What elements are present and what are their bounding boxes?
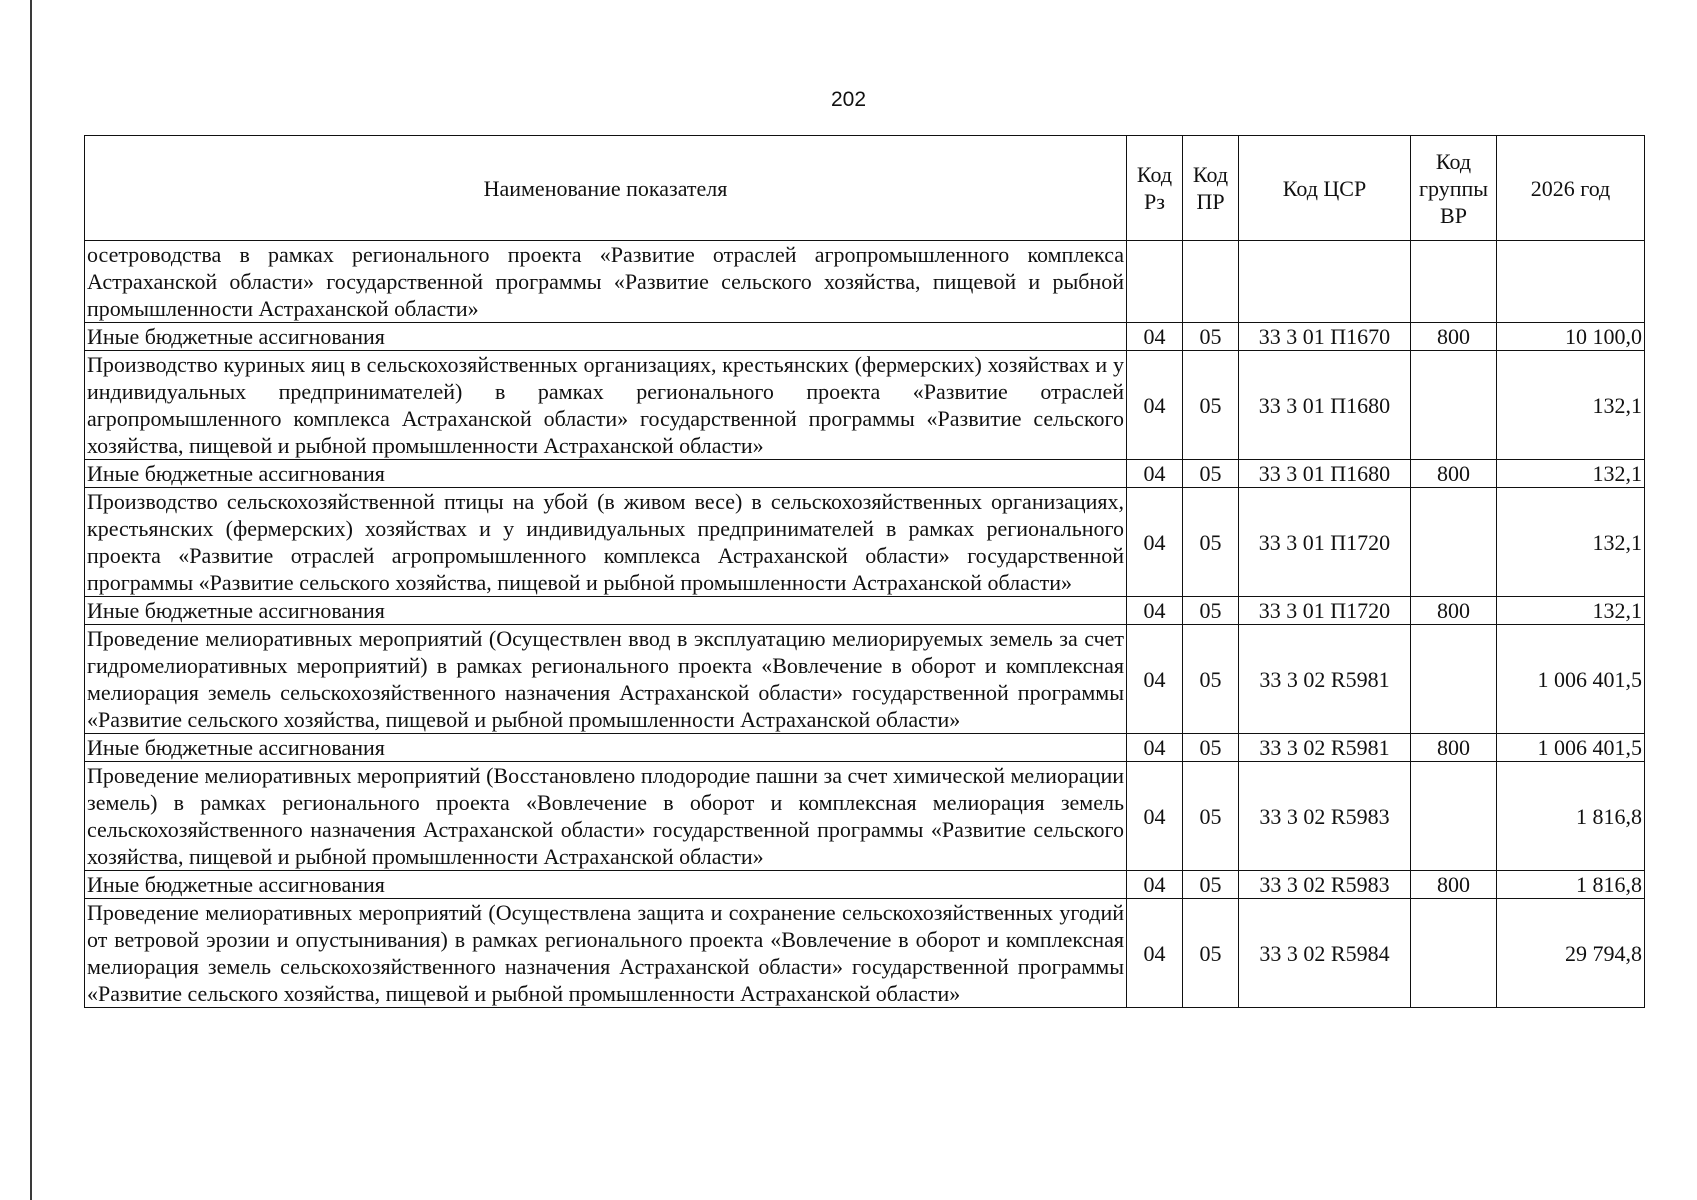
cell-vr: 800 [1411,323,1497,351]
cell-name: осетроводства в рамках регионального проекта «Развитие отраслей агропромышленного комплекса Астраханской области» государственной программы «Развитие сельского хозяйства, пищевой и рыбной промышленности Астраханской области» [85,241,1127,323]
cell-name: Иные бюджетные ассигнования [85,323,1127,351]
cell-amount: 10 100,0 [1497,323,1645,351]
cell-rz: 04 [1127,762,1183,871]
cell-vr: 800 [1411,871,1497,899]
cell-amount: 132,1 [1497,488,1645,597]
cell-csr: 33 3 02 R5981 [1239,734,1411,762]
cell-pr: 05 [1183,625,1239,734]
cell-amount: 1 816,8 [1497,871,1645,899]
cell-pr: 05 [1183,323,1239,351]
cell-csr: 33 3 01 П1680 [1239,460,1411,488]
cell-csr: 33 3 01 П1670 [1239,323,1411,351]
cell-csr: 33 3 01 П1720 [1239,597,1411,625]
table-row [85,351,1645,460]
cell-csr: 33 3 01 П1720 [1239,488,1411,597]
cell-vr [1411,899,1497,1008]
cell-name: Иные бюджетные ассигнования [85,597,1127,625]
table-row [85,762,1645,871]
cell-pr: 05 [1183,762,1239,871]
cell-csr [1239,241,1411,323]
table-row [85,323,1645,351]
header-rz: Код Рз [1127,136,1183,241]
cell-rz: 04 [1127,899,1183,1008]
cell-pr: 05 [1183,351,1239,460]
cell-csr: 33 3 02 R5981 [1239,625,1411,734]
cell-name: Производство сельскохозяйственной птицы на убой (в живом весе) в сельскохозяйственных организациях, крестьянских (фермерских) хозяйствах и у индивидуальных предпринимателей в рамках регионального проекта «Развитие отраслей агропромышленного комплекса Астраханской области» государственной программы «Развитие сельского хозяйства, пищевой и рыбной промышленности Астраханской области» [85,488,1127,597]
table-row [85,625,1645,734]
cell-amount [1497,241,1645,323]
cell-rz: 04 [1127,597,1183,625]
header-year: 2026 год [1497,136,1645,241]
table-row [85,488,1645,597]
cell-name: Проведение мелиоративных мероприятий (Восстановлено плодородие пашни за счет химической мелиорации земель) в рамках регионального проекта «Вовлечение в оборот и комплексная мелиорация земель сельскохозяйственного назначения Астраханской области» государственной программы «Развитие сельского хозяйства, пищевой и рыбной промышленности Астраханской области» [85,762,1127,871]
budget-table [84,135,1645,1008]
cell-csr: 33 3 01 П1680 [1239,351,1411,460]
page-margin-line [30,0,32,1200]
cell-rz: 04 [1127,460,1183,488]
cell-amount: 1 816,8 [1497,762,1645,871]
cell-pr [1183,241,1239,323]
cell-pr: 05 [1183,899,1239,1008]
table-row [85,597,1645,625]
cell-vr: 800 [1411,460,1497,488]
cell-vr: 800 [1411,734,1497,762]
cell-pr: 05 [1183,871,1239,899]
cell-vr [1411,762,1497,871]
cell-amount: 29 794,8 [1497,899,1645,1008]
table-row [85,241,1645,323]
table-header-row [85,136,1645,241]
cell-pr: 05 [1183,460,1239,488]
cell-rz: 04 [1127,871,1183,899]
header-name: Наименование показателя [85,136,1127,241]
cell-name: Иные бюджетные ассигнования [85,734,1127,762]
cell-name: Иные бюджетные ассигнования [85,460,1127,488]
cell-vr: 800 [1411,597,1497,625]
header-csr: Код ЦСР [1239,136,1411,241]
table-row [85,460,1645,488]
cell-rz: 04 [1127,488,1183,597]
cell-rz: 04 [1127,625,1183,734]
cell-csr: 33 3 02 R5984 [1239,899,1411,1008]
cell-vr [1411,488,1497,597]
header-vr: Код группы ВР [1411,136,1497,241]
cell-rz: 04 [1127,323,1183,351]
cell-name: Проведение мелиоративных мероприятий (Осуществлена защита и сохранение сельскохозяйственных угодий от ветровой эрозии и опустынивания) в рамках регионального проекта «Вовлечение в оборот и комплексная мелиорация земель сельскохозяйственного назначения Астраханской области» государственной программы «Развитие сельского хозяйства, пищевой и рыбной промышленности Астраханской области» [85,899,1127,1008]
cell-vr [1411,241,1497,323]
cell-amount: 1 006 401,5 [1497,625,1645,734]
cell-pr: 05 [1183,597,1239,625]
cell-vr [1411,625,1497,734]
cell-csr: 33 3 02 R5983 [1239,871,1411,899]
cell-pr: 05 [1183,488,1239,597]
cell-rz: 04 [1127,734,1183,762]
cell-csr: 33 3 02 R5983 [1239,762,1411,871]
cell-vr [1411,351,1497,460]
cell-rz: 04 [1127,351,1183,460]
table-row [85,734,1645,762]
cell-amount: 132,1 [1497,597,1645,625]
header-pr: Код ПР [1183,136,1239,241]
cell-pr: 05 [1183,734,1239,762]
table-row [85,899,1645,1008]
table-row [85,871,1645,899]
cell-name: Проведение мелиоративных мероприятий (Осуществлен ввод в эксплуатацию мелиорируемых земель за счет гидромелиоративных мероприятий) в рамках регионального проекта «Вовлечение в оборот и комплексная мелиорация земель сельскохозяйственного назначения Астраханской области» государственной программы «Развитие сельского хозяйства, пищевой и рыбной промышленности Астраханской области» [85,625,1127,734]
cell-amount: 132,1 [1497,460,1645,488]
cell-amount: 1 006 401,5 [1497,734,1645,762]
cell-name: Иные бюджетные ассигнования [85,871,1127,899]
cell-amount: 132,1 [1497,351,1645,460]
cell-name: Производство куриных яиц в сельскохозяйственных организациях, крестьянских (фермерских) хозяйствах и у индивидуальных предпринимателей) в рамках регионального проекта «Развитие отраслей агропромышленного комплекса Астраханской области» государственной программы «Развитие сельского хозяйства, пищевой и рыбной промышленности Астраханской области» [85,351,1127,460]
page-number: 202 [830,88,867,111]
cell-rz [1127,241,1183,323]
